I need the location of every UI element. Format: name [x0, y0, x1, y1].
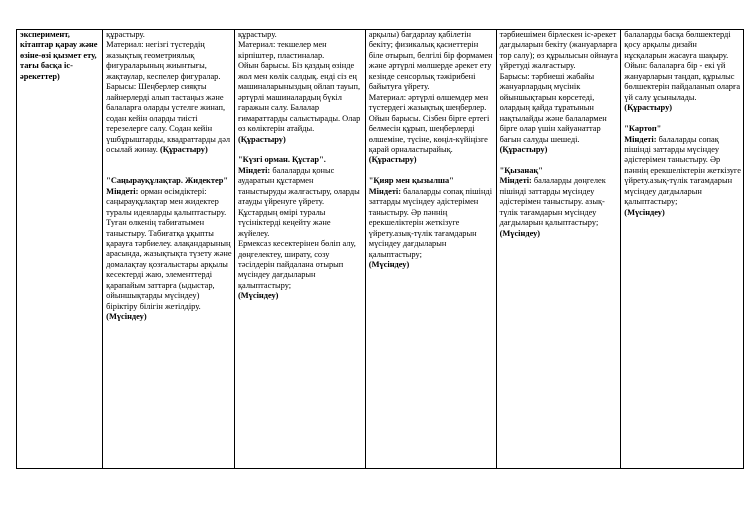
task-text: балаларды сопақ пішінді заттарды мүсіндеу әдістерімен таныстыру. Әр пәннің ерекшеліктерін жеткізуге үйрету.азық-түлік тағамдарын мүсіндеу дағдыларын қалыптастыру; [624, 134, 741, 207]
activity-tag: (Мүсіндеу) [237, 291, 279, 301]
process-text: Ойын барысы. Сізбен бірге ертегі белмесін құрып, шеңберлерді өлшеміне, түсіне, көңіл-күйіңізге қарай орналастырайық. [368, 113, 490, 154]
process-text: Барысы: Шеңберлер сияқты лайнерлерді алып тастаңыз және балаларға оларды үстелге жинап, содан кейін оларды тиісті терезелерге салу. Содан кейін үшбұрыштарды, квадраттарды дәл осылай жинау. [106, 82, 231, 154]
material-text: Материал: негізгі түстердің жазықтық геометриялық фигураларының жиынтығы, жақтаулар, кеспелер фигуралар. [106, 40, 221, 81]
activity-tag: (Мүсіндеу) [368, 259, 410, 269]
task-text: балаларды сопақ пішінді заттарды мүсіндеу әдістерімен таныстыру. Әр пәннің ерекшеліктерін жеткізуге үйрету.азық-түлік тағамдарын мүсіндеу дағдыларын қалыптастыру; [368, 186, 493, 259]
material-text: Материал: текшелер мен кірпіштер, пластиналар. [237, 40, 327, 60]
activity-tag: (Құрастыру) [499, 144, 548, 154]
process-text: Ойын: балаларға бір - екі үй жануарларын таңдап, құрылыс бөлшектерін пайдаланып оларға үй салу ұсынылады. [624, 61, 741, 102]
task-label: Міндеті: [106, 186, 139, 196]
activity-tag: (Мүсіндеу) [499, 228, 541, 238]
activity-tag: (Құрастыру) [368, 155, 417, 165]
task-text: балаларды қоныс аударатын құстармен таныстыруды жалғастыру, оларды атауды үйренуге үйрету. Құстардың өмірі туралы түсініктерді кеңейту және жүйелеу. [237, 165, 360, 238]
section-label: эксперимент, кітаптар қарау және өзіне-өзі қызмет ету, тағы басқа іс-әрекеттер) [20, 30, 98, 81]
activity-cell-4 [496, 30, 621, 469]
activity-cell-1 [103, 30, 235, 469]
activity-title: "Картоп" [624, 124, 662, 134]
activity-tag: (Мүсіндеу) [624, 207, 665, 217]
activity-cell-2 [234, 30, 365, 469]
task-label: Міндеті: [237, 165, 271, 175]
task-text: орман өсімдіктері: саңырауқұлақтар мен жидектер туралы идеяларды қалыптастыру. Туған өлкенің табиғатымен таныстыру. Табиғатқа ұқыпты қарауға тәрбиелеу. алақандарының арасында, жазықтықта түзету және домалақтау қозғалыстары арқылы кесектерді жаю, элементтерді қарапайым заттарға (ыдыстар, ойыншықтарды мүсіндеу) біріктіру білігін жетілдіру. [106, 186, 232, 311]
activity-title: "Күзгі орман. Құстар". [237, 155, 326, 165]
activity-title: "Қызанақ" [499, 165, 543, 175]
activity-tag: (Құрастыру) [624, 103, 673, 113]
intro-text: балаларды басқа бөлшектерді қосу арқылы дизайн нұсқаларын жасауға шақыру. [624, 30, 731, 60]
task-text: балаларды дөңгелек пішінді заттарды мүсіндеу әдістерімен таныстыру. азық-түлік тағамдарын мүсіндеу дағдыларын қалыптастыру; [499, 176, 606, 228]
intro-text: тәрбиешімен бірлескен іс-әрекет дағдыларын бекіту (жануарларға тор салу); өз құрылысын ойнауға үйретуді жалғастыру. [499, 30, 618, 71]
intro-text: құрастыру. [237, 30, 277, 39]
activity-title: "Саңырауқұлақтар. Жидектер" [106, 176, 229, 186]
activity-cell-5 [621, 30, 744, 469]
task-label: Міндеті: [499, 176, 532, 186]
process-text: Ойын барысы. Біз қаздың өзінде жол мен көлік салдық. енді сіз ең машиналарыныздың ойлап тауып, әртүрлі машиналардың бүкіл гаражын салу. Балалар ғимараттарды салыстырады. Олар өз көліктерін атайды. [237, 61, 361, 134]
process-text-2: Ермексаз кесектерінен бөліп алу, дөңгелектеу, ширату, созу тәсілдерін пайдалана отырып мүсіндеу дағдыларын қалыптастыру; [237, 239, 356, 290]
process-text: Барысы: тәрбиеші жабайы жануарлардың мүсінік ойыншықтарын көрсетеді, олардың қайда тұратынын нақтылайды және балалармен бірге олар үшін хайуанаттар бағын салуды шешеді. [499, 71, 607, 144]
activity-tag: (Құрастыру) [159, 144, 208, 154]
activity-tag: (Мүсіндеу) [106, 312, 147, 322]
table-row [17, 30, 744, 469]
document-page [16, 29, 744, 469]
intro-text: құрастыру. [106, 30, 145, 39]
schedule-table [16, 29, 744, 469]
intro-text: арқылы) бағдарлау қабілетін бекіту; физикалық қасиеттерін біле отырып, белгілі бір формамен және әртүрлі мөлшерде әрекет ету кезінде сенсорлық тәжірибені байытуға үйрету. [368, 30, 493, 92]
activity-cell-3 [365, 30, 496, 469]
task-label: Міндеті: [368, 186, 402, 196]
section-label-cell [17, 30, 103, 469]
task-label: Міндеті: [624, 134, 657, 144]
material-text: Материал: әртүрлі өлшемдер мен түстердегі жазықтық шеңберлер. [368, 92, 489, 113]
activity-title: "Қияр мен қызылша" [368, 176, 454, 186]
activity-tag: (Құрастыру) [237, 134, 286, 144]
